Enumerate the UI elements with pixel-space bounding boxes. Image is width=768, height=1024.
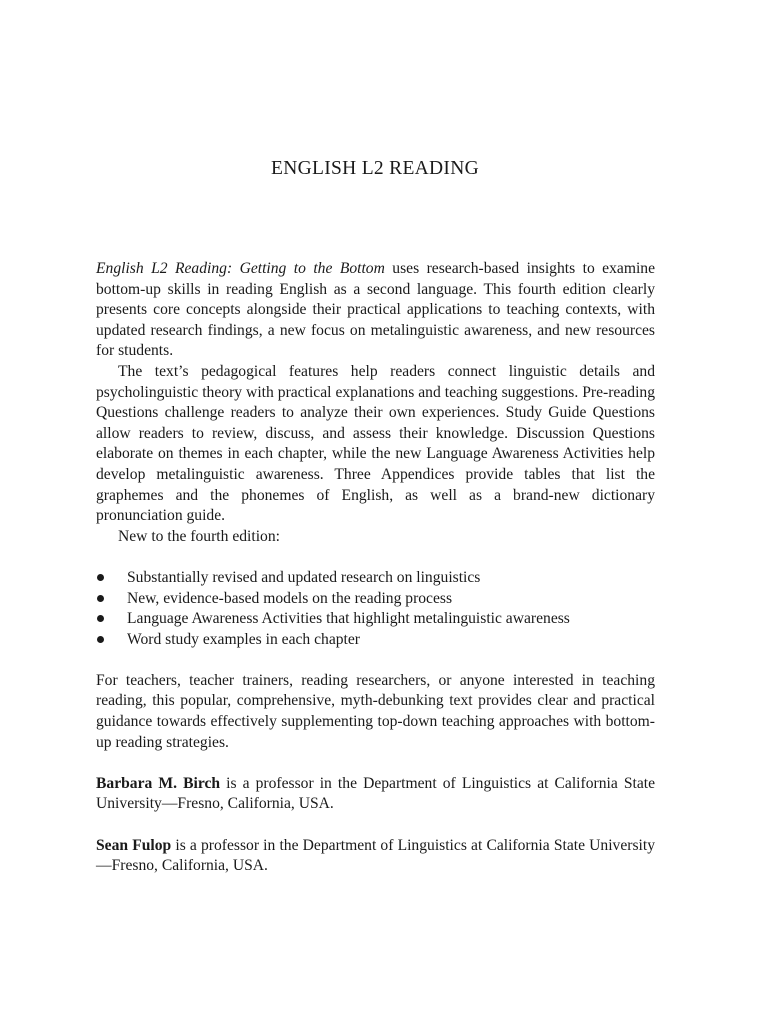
description-body [96, 259, 655, 877]
list-item: Word study examples in each chapter [96, 630, 655, 651]
bullet-icon [97, 595, 104, 602]
list-item: New, evidence-based models on the reading process [96, 589, 655, 610]
spacer [96, 815, 655, 836]
book-title-italic: English L2 Reading: Getting to the Bottom [96, 260, 385, 277]
page-title: ENGLISH L2 READING [271, 158, 479, 179]
author-bio [96, 774, 655, 815]
author-bio-text: is a professor in the Department of Linguistics at California State University—Fresno, California, USA. [96, 836, 655, 875]
bullet-icon [97, 615, 104, 622]
intro-paragraph [96, 259, 655, 362]
list-item: Substantially revised and updated research on linguistics [96, 568, 655, 589]
intro-text: uses research-based insights to examine bottom-up skills in reading English as a second language. This fourth edition clearly presents core concepts alongside their practical applications to teaching contexts, with updated research findings, a new focus on metalinguistic awareness, and new resources for students. [96, 260, 655, 360]
bullet-icon [97, 574, 104, 581]
author-bio-text: is a professor in the Department of Linguistics at California State University—Fresno, California, USA. [96, 774, 656, 813]
bullet-icon [97, 636, 104, 643]
new-edition-label: New to the fourth edition: [118, 527, 280, 545]
list-item: Language Awareness Activities that highlight metalinguistic awareness [96, 609, 655, 630]
author-name: Barbara M. Birch [96, 774, 221, 792]
new-features-list [96, 568, 655, 650]
author-name: Sean Fulop [96, 836, 172, 854]
spacer [96, 753, 655, 774]
author-bio [96, 836, 655, 877]
audience-paragraph: For teachers, teacher trainers, reading researchers, or anyone interested in teaching reading, this popular, comprehensive, myth-debunking text provides clear and practical guidance towards effectively supplementing top-down teaching approaches with bottom-up reading strategies. [96, 671, 655, 751]
features-paragraph: The text’s pedagogical features help readers connect linguistic details and psycholinguistic theory with practical explanations and teaching suggestions. Pre-reading Questions challenge readers to analyze their own experiences. Study Guide Questions allow readers to review, discuss, and assess their knowledge. Discussion Questions elaborate on themes in each chapter, while the new Language Awareness Activities help develop metalinguistic awareness. Three Appendices provide tables that list the graphemes and the phonemes of English, as well as a brand-new dictionary pronunciation guide. [96, 362, 655, 525]
